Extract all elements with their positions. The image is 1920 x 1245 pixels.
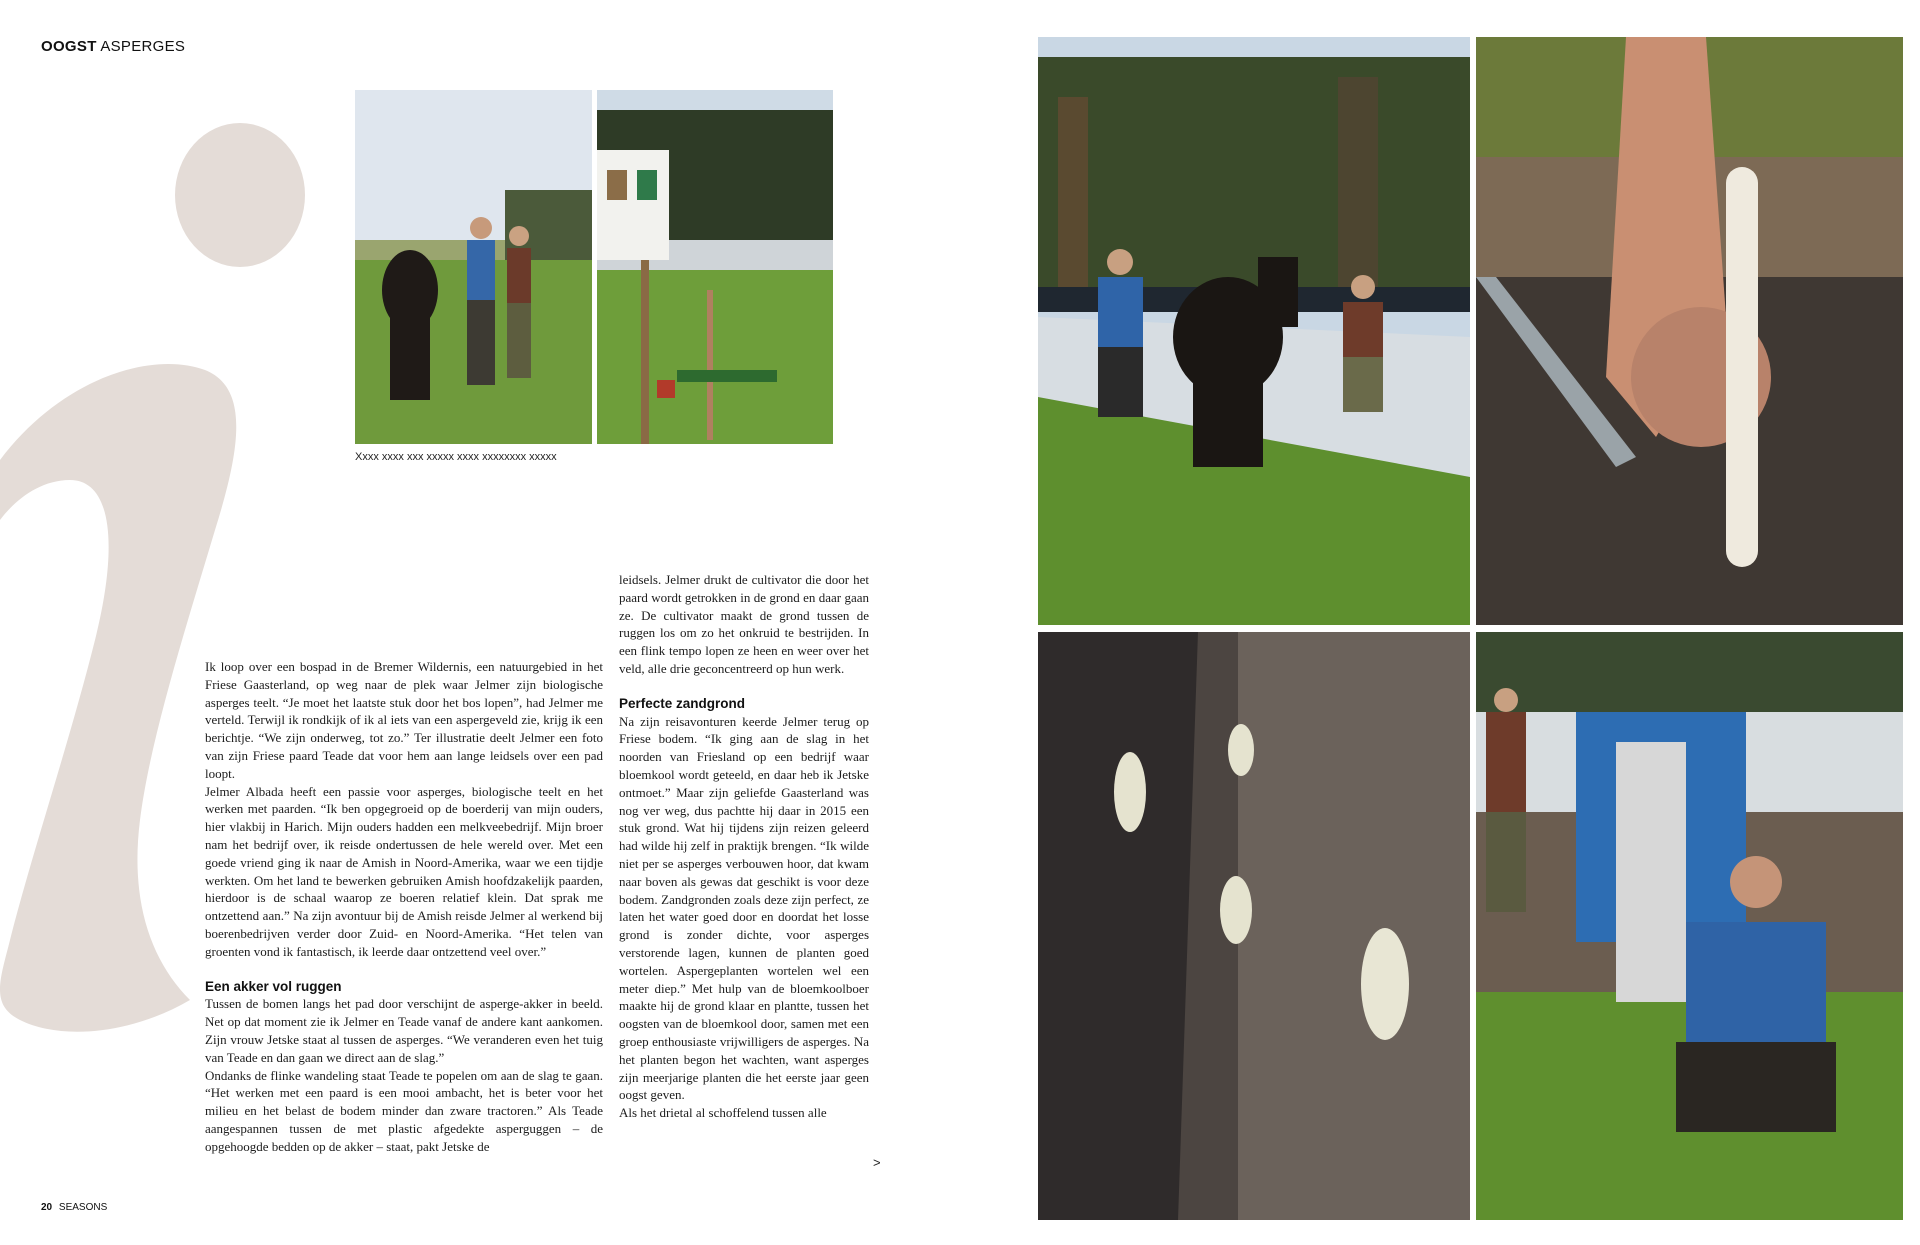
photo-caption: Xxxx xxxx xxx xxxxx xxxx xxxxxxxx xxxxx [355,451,557,463]
page-footer [41,1202,107,1213]
magazine-name: SEASONS [58,1202,108,1213]
paragraph-last: Als het drietal al schoffelend tussen alle [619,1105,827,1121]
photo-sign-and-cultivator [597,90,833,444]
photo-plowing-with-horse [1038,37,1470,625]
article-column-1 [205,658,603,1156]
photo-harvest-machine [1476,632,1903,1220]
paragraph-passion: Jelmer Albada heeft een passie voor asperges, biologische teelt en het werken met paarden. “Ik ben opgegroeid op de boerderij van mijn ouders, hier vlakbij in Harich. Mijn ouders hadden een melkveebedrijf. Mijn broer nam het bedrijf over, ik reisde ondertussen de hele wereld over. Met een goede vriend ging ik naar de Amish in Noord-Amerika, waar we een tijdje werkten. Om het land te bewerken gebruiken Amish hoofdzakelijk paarden, hierdoor is de schaal waarop ze boeren relatief klein. Dat sprak me ontzettend aan.” Na zijn avontuur bij de Amish reisde Jelmer al werkend bij boerenbedrijven verder door Zuid- en Noord-Amerika. “Het telen van groenten vond ik fantastisch, ik leerde daar ontzettend veel over.” [205,783,603,959]
section-label: OOGST [41,38,97,55]
photo-asparagus-tips [1038,632,1470,1220]
subheading-zandgrond: Perfecte zandgrond [619,695,746,711]
paragraph-intro: Ik loop over een bospad in de Bremer Wildernis, een natuurgebied in het Friese Gaasterland, op weg naar de plek waar Jelmer zijn biologische asperges teelt. “Je moet het laatste stuk door het bos lopen”, had Jelmer me verteld. Terwijl ik rondkijk of ik al iets van een aspergeveld zie, krijg ik een berichtje. “We zijn onderweg, tot zo.” Ter illustratie deelt Jelmer een foto van zijn Friese paard Teade dat voor hem aan lange leidsels over een pad loopt. [205,659,603,781]
paragraph-leidsels: leidsels. Jelmer drukt de cultivator die door het paard wordt getrokken in de grond en daar gaan ze. De cultivator maakt de grond tussen de ruggen los om zo het onkruid te bestrijden. In een flink tempo lopen ze heen en weer over het veld, alle drie geconcentreerd op hun werk. [619,572,869,676]
paragraph-akker: Tussen de bomen langs het pad door verschijnt de asperge-akker in beeld. Net op dat moment zie ik Jelmer en Teade vanaf de andere kant aankomen. Zijn vrouw Jetske staat al tussen de asperges. “We veranderen even het tuig van Teade en dan gaan we direct aan de slag.” [205,996,603,1065]
photo-couple-with-horse [355,90,592,444]
paragraph-zandgrond: Na zijn reisavonturen keerde Jelmer terug op Friese bodem. “Ik ging aan de slag in het noorden van Friesland op een bedrijf waar bloemkool wordt geteeld, en daar heb ik Jetske ontmoet.” Maar zijn geliefde Gaasterland was nog ver weg, dus pachtte hij daar in 2015 een stuk grond. Wat hij tijdens zijn reizen geleerd had wilde hij zelf in praktijk brengen. “Ik wilde niet per se asperges verbouwen hoor, dat kwam naar boven als gewas dat geschikt is voor deze bodem. Zandgronden zoals deze zijn perfect, ze laten het water goed door en doordat het losse grond is zonder dichte, voor asperges verstorende lagen, kunnen de planten goed wortelen. Aspergeplanten wortelen wel een meter diep.” Met hulp van de bloemkoolboer maakte hij de grond klaar en plantte, tussen het oogsten van de bloemkool door, samen met een groep enthousiaste vrijwilligers de asperges. Na het planten begon het wachten, want asperges zijn meerjarige planten die het eerste jaar geen oogst geven. [619,713,869,1103]
topic-label: ASPERGES [100,38,186,55]
continue-arrow: > [873,1155,881,1170]
photo-hand-with-asparagus [1476,37,1903,625]
paragraph-teade: Ondanks de flinke wandeling staat Teade te popelen om aan de slag te gaan. “Het werken met een paard is een mooi ambacht, het is beter voor het milieu en het belast de bodem minder dan zware tractoren.” Als Teade aangespannen tussen de met plastic afgedekte asperguggen – de opgehoogde bedden op de akker – staat, pakt Jetske de [205,1067,603,1154]
section-header [41,38,185,55]
article-column-2 [619,571,869,1122]
subheading-akker: Een akker vol ruggen [205,978,342,994]
page-number: 20 [41,1202,53,1213]
